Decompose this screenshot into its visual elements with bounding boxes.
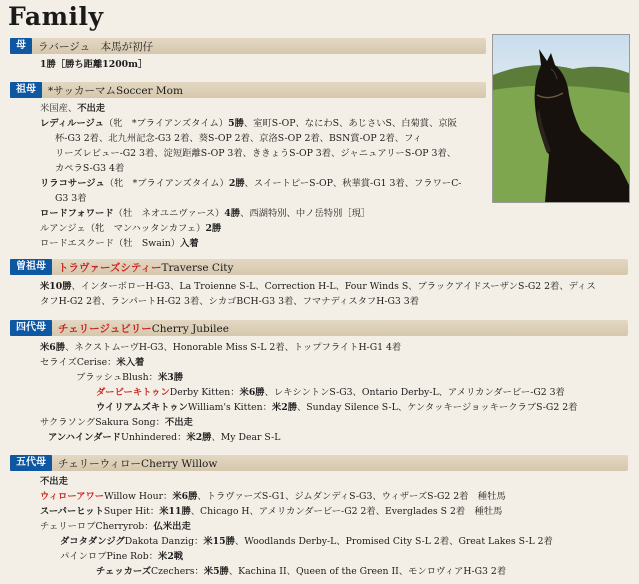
granddam-row (55, 146, 456, 161)
horse-wins: 米2戦 (158, 551, 184, 562)
fourth-dam-row (48, 430, 280, 445)
horse-name-en: Willow Hour： (104, 491, 173, 502)
granddam-row (40, 101, 105, 116)
horse-wins: 米6勝 (239, 387, 265, 398)
fifth-dam-header (10, 455, 628, 471)
horse-wins: 2勝 (205, 223, 222, 234)
horse-record: G3 3着 (55, 193, 87, 204)
fifth-dam-row (40, 489, 506, 504)
fourth-dam-name-en: Cherry Jubilee (151, 322, 229, 335)
horse-record: 、Sunday Silence S-L、ケンタッキージョッキークラブS-G2 2着 (297, 402, 578, 413)
granddam-row (40, 206, 370, 221)
horse-name: セライズCerise： (40, 357, 117, 368)
granddam-header (10, 82, 486, 98)
horse-name: ブラッシュBlush： (76, 372, 158, 383)
horse-name: レディルージュ (40, 118, 104, 129)
horse-name-en: Czechers： (151, 566, 204, 577)
dam-name: ラバージュ 本馬が初仔 (38, 40, 154, 53)
horse-record: カペラS-G3 4着 (55, 163, 125, 174)
fifth-dam-row (40, 474, 68, 489)
fifth-dam-row (40, 519, 191, 534)
dam-header (10, 38, 486, 54)
horse-wins: 不出走 (164, 417, 193, 428)
great-granddam-tag: 曽祖母 (10, 259, 52, 275)
horse-wins: 米3勝 (157, 372, 184, 383)
horse-name: チェリーロブCherryrob： (40, 521, 154, 532)
horse-name-jp: ダコタダンジグ (60, 536, 125, 547)
horse-wins: 仏米出走 (153, 521, 191, 532)
great-granddam-row (40, 279, 596, 294)
horse-name-en: Unhindered： (120, 432, 187, 443)
horse-record: 、Chicago H、アメリカンダービー-G2 2着、Everglades S 2着 種牡馬 (190, 506, 503, 517)
horse-name: ロードエスクード（牡 Swain） (40, 238, 181, 249)
dam-record (40, 57, 147, 72)
horse-name: ロードフォワード (40, 208, 114, 219)
horse-wins: 2勝 (228, 178, 245, 189)
fourth-dam-row (96, 385, 565, 400)
horse-wins: 米15勝 (203, 536, 235, 547)
fourth-dam-row (76, 370, 183, 385)
horse-name-en: Super Hit： (103, 506, 160, 517)
horse-record: 、インターボローH-G3、La Troienne S-L、Correction H-L、Four Winds S、ブラックアイドスーザンS-G2 2着、ディス (71, 281, 596, 292)
horse-pedigree: （牡 ネオユニヴァース） (113, 208, 225, 219)
great-granddam-name-en: Traverse City (161, 261, 234, 274)
horse-wins: 4勝 (224, 208, 241, 219)
horse-name: ルアンジェ（牝 マンハッタンカフェ） (40, 223, 206, 234)
granddam-row (40, 236, 199, 251)
horse-record: 、My Dear S-L (211, 432, 281, 443)
horse-record: 、Woodlands Derby-L、Promised City S-L 2着、Great Lakes S-L 2着 (234, 536, 553, 547)
granddam-row (55, 191, 87, 206)
horse-record: タフH-G2 2着、ランパートH-G2 3着、シカゴBCH-G3 3着、フマナディスタフH-G3 3着 (40, 296, 419, 307)
horse-record: 、レキシントンS-G3、Ontario Derby-L、アメリカンダービー-G2 3着 (264, 387, 565, 398)
horse-name-en: William's Kitten： (187, 402, 272, 413)
fifth-dam-row (96, 564, 506, 579)
dam-record-text: 1勝［勝ち距離1200m］ (40, 59, 148, 70)
horse-image (493, 35, 629, 202)
horse-name: リラコサージュ (40, 178, 105, 189)
horse-name-jp: アンハインダード (48, 432, 121, 443)
horse-wins: 5勝 (228, 118, 244, 129)
horse-wins: 米11勝 (159, 506, 191, 517)
fifth-dam-row (60, 534, 553, 549)
horse-name-jp: ダービーキトゥン (96, 387, 170, 398)
page-title: Family (8, 2, 104, 31)
status-text: 不出走 (77, 103, 106, 114)
horse-name-jp: チェッカーズ (96, 566, 152, 577)
great-granddam-header (10, 259, 628, 275)
granddam-row (40, 116, 457, 131)
horse-wins: 米10勝 (40, 281, 72, 292)
horse-wins: 米6勝 (172, 491, 198, 502)
horse-name-jp: ウィローアワー (40, 491, 105, 502)
horse-record: 、ネクストムーヴH-G3、Honorable Miss S-L 2着、トップフライトH-G1 4着 (65, 342, 402, 353)
horse-wins: 米2勝 (271, 402, 297, 413)
great-granddam-name (52, 260, 233, 275)
horse-record: 、室町S-OP、なにわS、あじさいS、白菊賞、京阪 (243, 118, 457, 129)
fourth-dam-row (96, 400, 577, 415)
fourth-dam-row (40, 355, 144, 370)
granddam-row (55, 161, 124, 176)
fourth-dam-row (40, 340, 401, 355)
fourth-dam-tag: 四代母 (10, 320, 52, 336)
horse-wins: 米入着 (116, 357, 145, 368)
fifth-dam-name: チェリーウィローCherry Willow (58, 457, 218, 470)
horse-name: サクラソングSakura Song： (40, 417, 165, 428)
horse-name: パインロブPine Rob： (60, 551, 159, 562)
origin-text: 米国産、 (40, 103, 78, 114)
fourth-dam-header (10, 320, 628, 336)
horse-record: 、スイートピーS-OP、秋華賞-G1 3着、フラワーC- (244, 178, 462, 189)
horse-record: 杯-G3 2着、北九州記念-G3 2着、葵S-OP 2着、京洛S-OP 2着、BSN賞-OP 2着、フィ (55, 133, 422, 144)
fourth-dam-name (52, 321, 229, 336)
horse-wins: 米5勝 (203, 566, 229, 577)
fifth-dam-tag: 五代母 (10, 455, 52, 471)
horse-name-jp: ウイリアムズキトゥン (96, 402, 188, 413)
horse-name-en: Dakota Danzig： (124, 536, 204, 547)
granddam-row (40, 221, 221, 236)
fourth-dam-name-jp: チェリージュビリー (58, 322, 152, 335)
horse-wins: 入着 (180, 238, 199, 249)
granddam-name: *サッカーマムSoccer Mom (48, 84, 183, 97)
fifth-dam-row (60, 549, 183, 564)
horse-photo (492, 34, 630, 203)
fifth-dam-row (40, 504, 502, 519)
status-text: 不出走 (40, 476, 68, 487)
horse-name-en: Derby Kitten： (169, 387, 240, 398)
horse-record: 、トラヴァーズS-G1、ジムダンディS-G3、ウィザーズS-G2 2着 種牡馬 (197, 491, 506, 502)
horse-wins: 米6勝 (40, 342, 66, 353)
horse-wins: 米2勝 (186, 432, 212, 443)
horse-record: 、西湖特別、中ノ岳特別［現］ (240, 208, 371, 219)
horse-pedigree: （牝 *ブライアンズタイム） (103, 118, 229, 129)
great-granddam-name-jp: トラヴァーズシティー (58, 261, 162, 274)
fourth-dam-row (40, 415, 193, 430)
granddam-row (40, 176, 461, 191)
horse-record: リーズレビュー-G2 3着、淀短距離S-OP 3着、ききょうS-OP 3着、ジャニュアリーS-OP 3着、 (55, 148, 457, 159)
horse-record: 、Kachina II、Queen of the Green II、モンロヴィアH-G3 2着 (228, 566, 507, 577)
great-granddam-row (40, 294, 419, 309)
horse-name-jp: スーパーヒット (40, 506, 104, 517)
granddam-row (55, 131, 422, 146)
granddam-tag: 祖母 (10, 82, 42, 98)
horse-pedigree: （牝 *ブライアンズタイム） (104, 178, 229, 189)
dam-tag: 母 (10, 38, 32, 54)
